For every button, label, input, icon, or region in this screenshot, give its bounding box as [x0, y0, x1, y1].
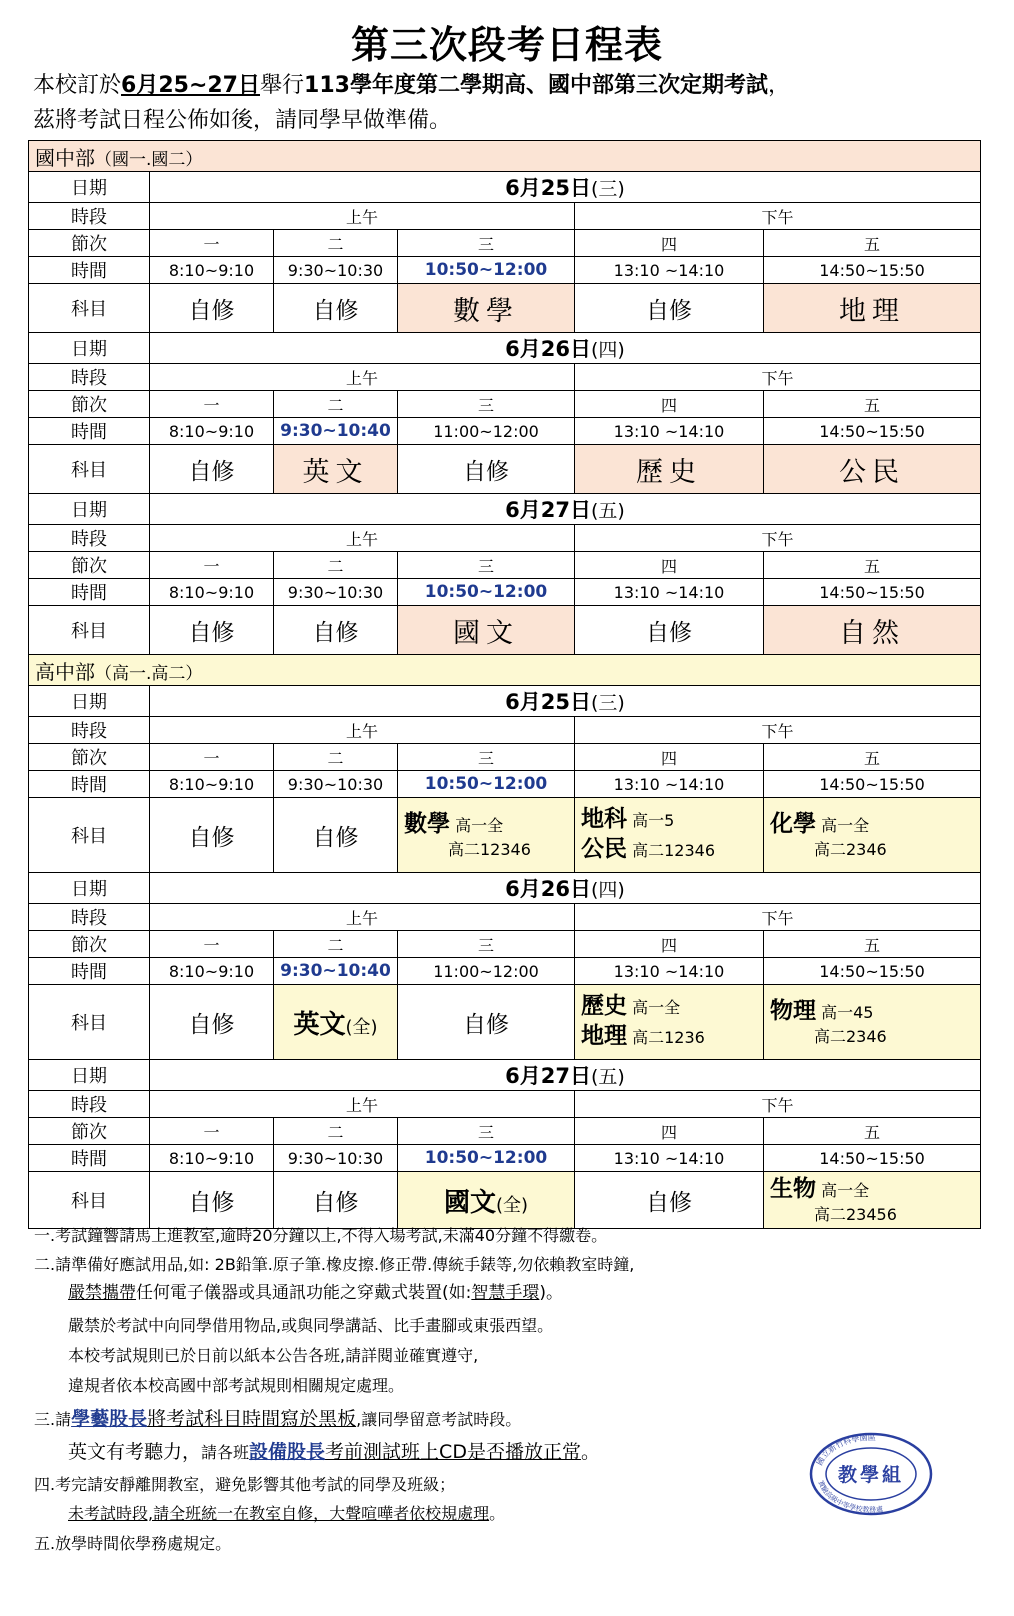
row-label: 節次: [29, 552, 150, 579]
grade-note: 高二1236: [632, 1028, 705, 1047]
period-row: [29, 717, 981, 744]
note-text: 請各班: [201, 1443, 250, 1462]
row-label: 時段: [29, 717, 150, 744]
page-title: 第三次段考日程表: [350, 23, 663, 67]
row-label: 科目: [29, 1172, 150, 1229]
row-label: 節次: [29, 391, 150, 418]
self-study: 自修: [398, 445, 575, 494]
am-label: 上午: [150, 525, 575, 552]
session-number: 四: [575, 391, 764, 418]
date-text: 6月25日: [505, 176, 592, 200]
time-slot: 8:10~9:10: [150, 418, 274, 445]
exam-date: [150, 494, 981, 525]
subject-row: [29, 985, 981, 1060]
time-slot: 9:30~10:40: [274, 958, 398, 985]
row-label: 時間: [29, 418, 150, 445]
self-study: 自修: [274, 284, 398, 333]
time-slot: 9:30~10:30: [274, 257, 398, 284]
cell-line: [398, 810, 574, 861]
grade-note: 高二2346: [814, 1026, 887, 1046]
pm-label: 下午: [575, 717, 981, 744]
cell-line: [770, 840, 980, 861]
session-number: 二: [274, 552, 398, 579]
grade-note: 高一45: [821, 1002, 874, 1022]
time-slot: 11:00~12:00: [398, 418, 575, 445]
row-label: 日期: [29, 494, 150, 525]
period-row: [29, 904, 981, 931]
row-label: 時間: [29, 1145, 150, 1172]
grade-note: 高二12346: [448, 839, 531, 859]
intro-line-2: 茲將考試日程公佈如後，請同學早做準備。: [33, 108, 452, 133]
intro-text: 本校訂於: [33, 73, 122, 98]
note-text: 。: [489, 1504, 506, 1523]
subject-name: 國文: [443, 1187, 496, 1218]
session-number: 三: [398, 1118, 575, 1145]
time-slot: 9:30~10:30: [274, 771, 398, 798]
row-label: 科目: [29, 985, 150, 1060]
am-label: 上午: [150, 364, 575, 391]
note-2e: 違規者依本校高國中部考試規則相關規定處理。: [68, 1376, 405, 1395]
intro-date: 6月25~27日: [121, 73, 260, 98]
exam-subject: 數學: [398, 284, 575, 333]
cell-line: [581, 805, 763, 835]
time-slot: 14:50~15:50: [764, 418, 981, 445]
weekday: (四): [591, 879, 625, 901]
pm-label: 下午: [575, 1091, 981, 1118]
note-text: 任何電子儀器或具通訊功能之穿戴式裝置(如:: [136, 1283, 472, 1303]
note-2d: 本校考試規則已於日前以紙本公告各班,請詳閱並確實遵守,: [68, 1346, 479, 1365]
exam-subject: [764, 1172, 981, 1229]
grade-note: 高二23456: [814, 1204, 897, 1224]
time-row: [29, 418, 981, 445]
note-3: [34, 1410, 521, 1429]
time-slot: 10:50~12:00: [398, 579, 575, 606]
date-text: 6月25日: [505, 690, 592, 714]
exam-subject: [398, 1172, 575, 1229]
am-label: 上午: [150, 717, 575, 744]
cell-line: [770, 1027, 980, 1048]
self-study: 自修: [575, 606, 764, 655]
period-row: [29, 364, 981, 391]
session-number: 一: [150, 931, 274, 958]
time-slot: 11:00~12:00: [398, 958, 575, 985]
grade-note: 高二12346: [632, 841, 715, 860]
grade-note: 高二2346: [814, 839, 887, 859]
note-2: 二.請準備好應試用品,如: 2B鉛筆.原子筆.橡皮擦.修正帶.傳統手錶等,勿依賴教室時鐘,: [34, 1255, 635, 1274]
weekday: (三): [591, 692, 625, 714]
note-emphasis: 考前測試班上CD是否播放正常: [325, 1441, 581, 1463]
section-grades: （高一.高二）: [95, 663, 203, 684]
cell-line: [764, 1175, 980, 1226]
session-number: 二: [274, 1118, 398, 1145]
note-emphasis: 智慧手環: [471, 1283, 540, 1303]
grade-note: 高一全: [455, 815, 504, 835]
session-row: [29, 744, 981, 771]
date-text: 6月27日: [505, 498, 592, 522]
session-number: 二: [274, 744, 398, 771]
note-text: 。: [580, 1441, 600, 1463]
session-number: 五: [764, 230, 981, 257]
time-row: [29, 579, 981, 606]
self-study: 自修: [150, 985, 274, 1060]
svg-text:國立新竹科學園區: 國立新竹科學園區: [814, 1432, 876, 1467]
grade-note: (全): [345, 1016, 378, 1038]
session-number: 三: [398, 230, 575, 257]
note-emphasis: 未考試時段,請全班統一在教室自修，大聲喧嘩者依校規處理: [68, 1504, 490, 1523]
period-row: [29, 203, 981, 230]
row-label: 節次: [29, 1118, 150, 1145]
time-slot: 13:10 ~14:10: [575, 958, 764, 985]
cell-line: [575, 805, 763, 865]
date-row: [29, 873, 981, 904]
row-label: 日期: [29, 873, 150, 904]
exam-subject: [764, 985, 981, 1060]
date-row: [29, 333, 981, 364]
date-row: [29, 1060, 981, 1091]
self-study: 自修: [150, 606, 274, 655]
section-name: 高中部: [35, 659, 95, 684]
cell-line: [770, 810, 980, 840]
subject-row: [29, 445, 981, 494]
session-number: 一: [150, 391, 274, 418]
junior-section-header: [29, 141, 981, 172]
note-4: 四.考完請安靜離開教室，避免影響其他考試的同學及班級；: [34, 1475, 456, 1494]
time-slot: 13:10 ~14:10: [575, 257, 764, 284]
session-number: 二: [274, 391, 398, 418]
subject-row: [29, 798, 981, 873]
exam-subject: 英文: [274, 445, 398, 494]
svg-text:實驗高級中等學校教務處: 實驗高級中等學校教務處: [816, 1479, 884, 1515]
pm-label: 下午: [575, 525, 981, 552]
time-slot: 13:10 ~14:10: [575, 771, 764, 798]
subject-name: 公民: [581, 836, 627, 862]
weekday: (五): [591, 1066, 625, 1088]
note-5: 五.放學時間依學務處規定。: [34, 1534, 232, 1553]
cell-line: [764, 997, 980, 1048]
note-1: 一.考試鐘響請馬上進教室,逾時20分鐘以上,不得入場考試,未滿40分鐘不得繳卷。: [34, 1226, 608, 1245]
weekday: (五): [591, 500, 625, 522]
session-number: 四: [575, 552, 764, 579]
subject-name: 化學: [770, 810, 816, 837]
row-label: 科目: [29, 284, 150, 333]
session-number: 一: [150, 230, 274, 257]
self-study: 自修: [398, 985, 575, 1060]
note-role: 設備股長: [249, 1441, 326, 1463]
note-emphasis: 嚴禁攜帶: [68, 1283, 136, 1303]
note-2b: [68, 1285, 563, 1302]
pm-label: 下午: [575, 203, 981, 230]
time-slot: 10:50~12:00: [398, 257, 575, 284]
self-study: 自修: [150, 284, 274, 333]
date-text: 6月27日: [505, 1064, 592, 1088]
weekday: (三): [591, 178, 625, 200]
session-number: 五: [764, 391, 981, 418]
cell-line: [404, 810, 574, 840]
intro-text: 舉行: [260, 73, 305, 98]
exam-subject: 公民: [764, 445, 981, 494]
subject-row: [29, 606, 981, 655]
cell-line: [581, 992, 763, 1022]
exam-date: [150, 1060, 981, 1091]
intro-line-1: [33, 68, 790, 99]
cell-line: [581, 835, 763, 865]
self-study: 自修: [274, 798, 398, 873]
self-study: 自修: [150, 798, 274, 873]
grade-note: 高一全: [821, 815, 870, 835]
cell-line: [581, 1022, 763, 1052]
row-label: 時段: [29, 364, 150, 391]
time-row: [29, 771, 981, 798]
session-row: [29, 230, 981, 257]
subject-row: [29, 284, 981, 333]
cell-line: [770, 1205, 980, 1226]
note-role: 學藝股長: [71, 1408, 148, 1430]
session-number: 五: [764, 931, 981, 958]
weekday: (四): [591, 339, 625, 361]
time-slot: 8:10~9:10: [150, 1145, 274, 1172]
period-row: [29, 525, 981, 552]
exam-subject: [764, 798, 981, 873]
subject-name: 歷史: [581, 993, 627, 1020]
am-label: 上午: [150, 904, 575, 931]
time-slot: 8:10~9:10: [150, 579, 274, 606]
row-label: 時間: [29, 771, 150, 798]
cell-line: [575, 992, 763, 1052]
cell-line: [404, 840, 574, 861]
exam-date: [150, 873, 981, 904]
cell-line: [764, 810, 980, 861]
section-title: [29, 655, 981, 686]
session-number: 四: [575, 744, 764, 771]
session-number: 五: [764, 1118, 981, 1145]
row-label: 時間: [29, 257, 150, 284]
date-row: [29, 172, 981, 203]
grade-note: 高一全: [821, 1180, 870, 1200]
section-title: [29, 141, 981, 172]
exam-subject-pair: [575, 985, 764, 1060]
grade-note: 高一5: [632, 811, 675, 831]
row-label: 日期: [29, 172, 150, 203]
note-4b: [68, 1506, 505, 1522]
note-text: 英文有考聽力，: [68, 1441, 202, 1463]
session-number: 一: [150, 1118, 274, 1145]
section-name: 國中部: [35, 145, 95, 170]
note-text: ,讓同學留意考試時段。: [356, 1410, 522, 1429]
session-number: 二: [274, 931, 398, 958]
time-row: [29, 257, 981, 284]
time-row: [29, 1145, 981, 1172]
row-label: 日期: [29, 686, 150, 717]
note-3b: [68, 1443, 600, 1462]
exam-subject: 地理: [764, 284, 981, 333]
time-slot: 9:30~10:40: [274, 418, 398, 445]
pm-label: 下午: [575, 904, 981, 931]
time-slot: 14:50~15:50: [764, 958, 981, 985]
session-row: [29, 391, 981, 418]
time-slot: 9:30~10:30: [274, 1145, 398, 1172]
session-number: 五: [764, 744, 981, 771]
exam-subject: [398, 798, 575, 873]
grade-note: (全): [495, 1194, 529, 1216]
time-slot: 10:50~12:00: [398, 771, 575, 798]
schedule-table: [28, 140, 981, 1229]
subject-row: [29, 1172, 981, 1229]
time-slot: 8:10~9:10: [150, 257, 274, 284]
note-text: )。: [539, 1283, 563, 1303]
time-slot: 9:30~10:30: [274, 579, 398, 606]
session-number: 一: [150, 744, 274, 771]
row-label: 時段: [29, 525, 150, 552]
row-label: 時段: [29, 203, 150, 230]
exam-subject: [274, 985, 398, 1060]
date-row: [29, 686, 981, 717]
session-number: 四: [575, 1118, 764, 1145]
pm-label: 下午: [575, 364, 981, 391]
session-number: 五: [764, 552, 981, 579]
session-number: 四: [575, 931, 764, 958]
exam-date: [150, 172, 981, 203]
note-2c: 嚴禁於考試中向同學借用物品,或與同學講話、比手畫腳或東張西望。: [68, 1316, 554, 1335]
row-label: 科目: [29, 445, 150, 494]
session-row: [29, 1118, 981, 1145]
self-study: 自修: [274, 606, 398, 655]
session-number: 二: [274, 230, 398, 257]
session-row: [29, 552, 981, 579]
row-label: 節次: [29, 230, 150, 257]
session-row: [29, 931, 981, 958]
svg-text:教學組: 教學組: [837, 1464, 905, 1486]
time-slot: 8:10~9:10: [150, 958, 274, 985]
row-label: 時間: [29, 579, 150, 606]
time-slot: 8:10~9:10: [150, 771, 274, 798]
self-study: 自修: [575, 284, 764, 333]
time-row: [29, 958, 981, 985]
cell-line: [770, 997, 980, 1027]
self-study: 自修: [575, 1172, 764, 1229]
subject-name: 數學: [404, 810, 450, 837]
note-emphasis: 將考試科目時間寫於黑板: [147, 1408, 357, 1430]
row-label: 節次: [29, 744, 150, 771]
time-slot: 14:50~15:50: [764, 579, 981, 606]
session-number: 三: [398, 931, 575, 958]
session-number: 四: [575, 230, 764, 257]
session-number: 三: [398, 744, 575, 771]
self-study: 自修: [274, 1172, 398, 1229]
exam-date: [150, 333, 981, 364]
exam-subject-pair: [575, 798, 764, 873]
am-label: 上午: [150, 1091, 575, 1118]
subject-name: 英文: [293, 1009, 346, 1040]
row-label: 時間: [29, 958, 150, 985]
subject-name: 物理: [770, 997, 816, 1024]
row-label: 時段: [29, 904, 150, 931]
date-text: 6月26日: [505, 337, 592, 361]
time-slot: 13:10 ~14:10: [575, 1145, 764, 1172]
time-slot: 13:10 ~14:10: [575, 579, 764, 606]
note-text: 三.請: [34, 1410, 72, 1429]
date-text: 6月26日: [505, 877, 592, 901]
row-label: 科目: [29, 606, 150, 655]
date-row: [29, 494, 981, 525]
period-row: [29, 1091, 981, 1118]
self-study: 自修: [150, 1172, 274, 1229]
row-label: 時段: [29, 1091, 150, 1118]
grade-note: 高一全: [632, 998, 681, 1018]
subject-name: 地科: [581, 806, 627, 833]
exam-subject: 國文: [398, 606, 575, 655]
school-seal-stamp: [808, 1432, 934, 1516]
intro-exam-name: 113學年度第二學期高、國中部第三次定期考試: [304, 73, 768, 98]
exam-date: [150, 686, 981, 717]
session-number: 三: [398, 552, 575, 579]
section-grades: （國一.國二）: [95, 149, 203, 170]
session-number: 一: [150, 552, 274, 579]
exam-subject: 歷史: [575, 445, 764, 494]
row-label: 節次: [29, 931, 150, 958]
session-number: 三: [398, 391, 575, 418]
row-label: 日期: [29, 333, 150, 364]
time-slot: 14:50~15:50: [764, 1145, 981, 1172]
intro-text: ，: [767, 73, 790, 98]
row-label: 科目: [29, 798, 150, 873]
time-slot: 13:10 ~14:10: [575, 418, 764, 445]
time-slot: 14:50~15:50: [764, 771, 981, 798]
subject-name: 地理: [581, 1023, 627, 1049]
time-slot: 10:50~12:00: [398, 1145, 575, 1172]
senior-section-header: [29, 655, 981, 686]
cell-line: [770, 1175, 980, 1205]
time-slot: 14:50~15:50: [764, 257, 981, 284]
row-label: 日期: [29, 1060, 150, 1091]
am-label: 上午: [150, 203, 575, 230]
self-study: 自修: [150, 445, 274, 494]
exam-subject: 自然: [764, 606, 981, 655]
subject-name: 生物: [770, 1175, 816, 1202]
